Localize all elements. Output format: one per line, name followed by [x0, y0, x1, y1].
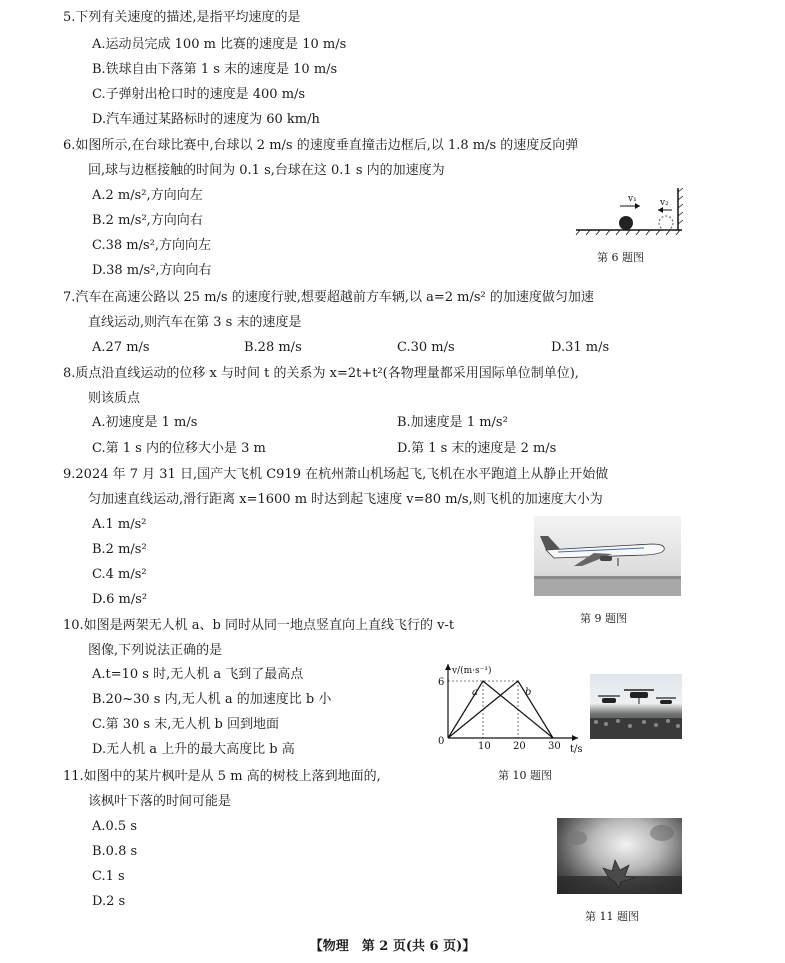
vt-x-tick: 20: [513, 741, 526, 752]
q9-figure-caption: 第 9 题图: [580, 612, 627, 625]
q6-stem-line2: 回,球与边框接触的时间为 0.1 s,台球在这 0.1 s 内的加速度为: [88, 163, 445, 178]
q8-option-d: D.第 1 s 末的速度是 2 m/s: [397, 441, 557, 456]
q8-option-c: C.第 1 s 内的位移大小是 3 m: [92, 441, 266, 456]
vt-graph: [430, 660, 585, 755]
q7-option-d: D.31 m/s: [551, 340, 610, 355]
q8-stem-line1: 8.质点沿直线运动的位移 x 与时间 t 的关系为 x=2t+t²(各物理量都采用国际单位制单位),: [63, 366, 579, 381]
q9-option-a: A.1 m/s²: [92, 517, 147, 532]
q9-stem-line2: 匀加速直线运动,滑行距离 x=1600 m 时达到起飞速度 v=80 m/s,则飞机的加速度大小为: [88, 492, 603, 507]
q6-billiard-figure: [570, 180, 690, 240]
v2-label: v₂: [660, 198, 669, 208]
q6-option-d: D.38 m/s²,方向向右: [92, 263, 212, 278]
q10-option-c: C.第 30 s 末,无人机 b 回到地面: [92, 717, 279, 732]
q7-option-b: B.28 m/s: [244, 340, 302, 355]
vt-origin-label: 0: [438, 736, 445, 747]
q9-option-b: B.2 m/s²: [92, 542, 147, 557]
vt-series-label-b: b: [525, 687, 532, 698]
q9-option-c: C.4 m/s²: [92, 567, 147, 582]
q6-option-a: A.2 m/s²,方向向左: [92, 188, 203, 203]
q5-stem: 5.下列有关速度的描述,是指平均速度的是: [63, 10, 301, 25]
billiard-ball-rebound: [659, 216, 673, 230]
airplane-photo: [534, 516, 681, 596]
q11-option-c: C.1 s: [92, 869, 125, 884]
q7-stem-line2: 直线运动,则汽车在第 3 s 末的速度是: [88, 315, 302, 330]
q5-option-a: A.运动员完成 100 m 比赛的速度是 10 m/s: [92, 37, 347, 52]
q7-option-a: A.27 m/s: [92, 340, 150, 355]
q6-option-c: C.38 m/s²,方向向左: [92, 238, 212, 253]
vt-series-b: [448, 681, 553, 738]
maple-leaf-photo: [557, 818, 682, 894]
q10-stem-line2: 图像,下列说法正确的是: [88, 643, 223, 658]
q7-stem-line1: 7.汽车在高速公路以 25 m/s 的速度行驶,想要超越前方车辆,以 a=2 m/s² 的加速度做匀加速: [63, 290, 594, 305]
q5-option-c: C.子弹射出枪口时的速度是 400 m/s: [92, 87, 306, 102]
q5-option-d: D.汽车通过某路标时的速度为 60 km/h: [92, 112, 320, 127]
q9-stem-line1: 9.2024 年 7 月 31 日,国产大飞机 C919 在杭州萧山机场起飞,飞机在水平跑道上从静止开始做: [63, 467, 609, 482]
vt-xlabel: t/s: [570, 744, 583, 755]
q8-stem-line2: 则该质点: [88, 391, 141, 406]
q9-option-d: D.6 m/s²: [92, 592, 148, 607]
q10-option-d: D.无人机 a 上升的最大高度比 b 高: [92, 742, 295, 757]
page-footer: 【物理 第 2 页(共 6 页)】: [309, 939, 476, 954]
q10-stem-line1: 10.如图是两架无人机 a、b 同时从同一地点竖直向上直线飞行的 v-t: [63, 618, 455, 633]
q6-option-b: B.2 m/s²,方向向右: [92, 213, 203, 228]
q10-option-a: A.t=10 s 时,无人机 a 飞到了最高点: [92, 667, 304, 682]
q11-stem-line2: 该枫叶下落的时间可能是: [88, 794, 232, 809]
vt-series-label-a: a: [472, 687, 478, 698]
q10-option-b: B.20~30 s 内,无人机 a 的加速度比 b 小: [92, 692, 332, 707]
q5-option-b: B.铁球自由下落第 1 s 末的速度是 10 m/s: [92, 62, 338, 77]
vt-series-a: [448, 681, 553, 738]
q8-option-b: B.加速度是 1 m/s²: [397, 415, 508, 430]
vt-y-tick: 6: [438, 677, 445, 688]
q10-figure-caption: 第 10 题图: [498, 769, 552, 782]
q11-figure-caption: 第 11 题图: [585, 910, 639, 923]
q11-option-a: A.0.5 s: [92, 819, 137, 834]
q8-option-a: A.初速度是 1 m/s: [92, 415, 198, 430]
vt-ylabel: v/(m·s⁻¹): [452, 666, 492, 676]
drone-photo: [590, 674, 682, 739]
billiard-ball: [619, 216, 633, 230]
q11-option-d: D.2 s: [92, 894, 126, 909]
y-axis-arrow: [445, 664, 451, 670]
q7-option-c: C.30 m/s: [397, 340, 455, 355]
q11-stem-line1: 11.如图中的某片枫叶是从 5 m 高的树枝上落到地面的,: [63, 769, 381, 784]
vt-x-tick: 10: [478, 741, 491, 752]
q6-figure-caption: 第 6 题图: [597, 251, 644, 264]
q11-option-b: B.0.8 s: [92, 844, 138, 859]
v1-label: v₁: [628, 194, 637, 204]
vt-x-tick: 30: [548, 741, 561, 752]
q6-stem-line1: 6.如图所示,在台球比赛中,台球以 2 m/s 的速度垂直撞击边框后,以 1.8 m/s 的速度反向弹: [63, 138, 579, 153]
x-axis-arrow: [572, 735, 578, 741]
